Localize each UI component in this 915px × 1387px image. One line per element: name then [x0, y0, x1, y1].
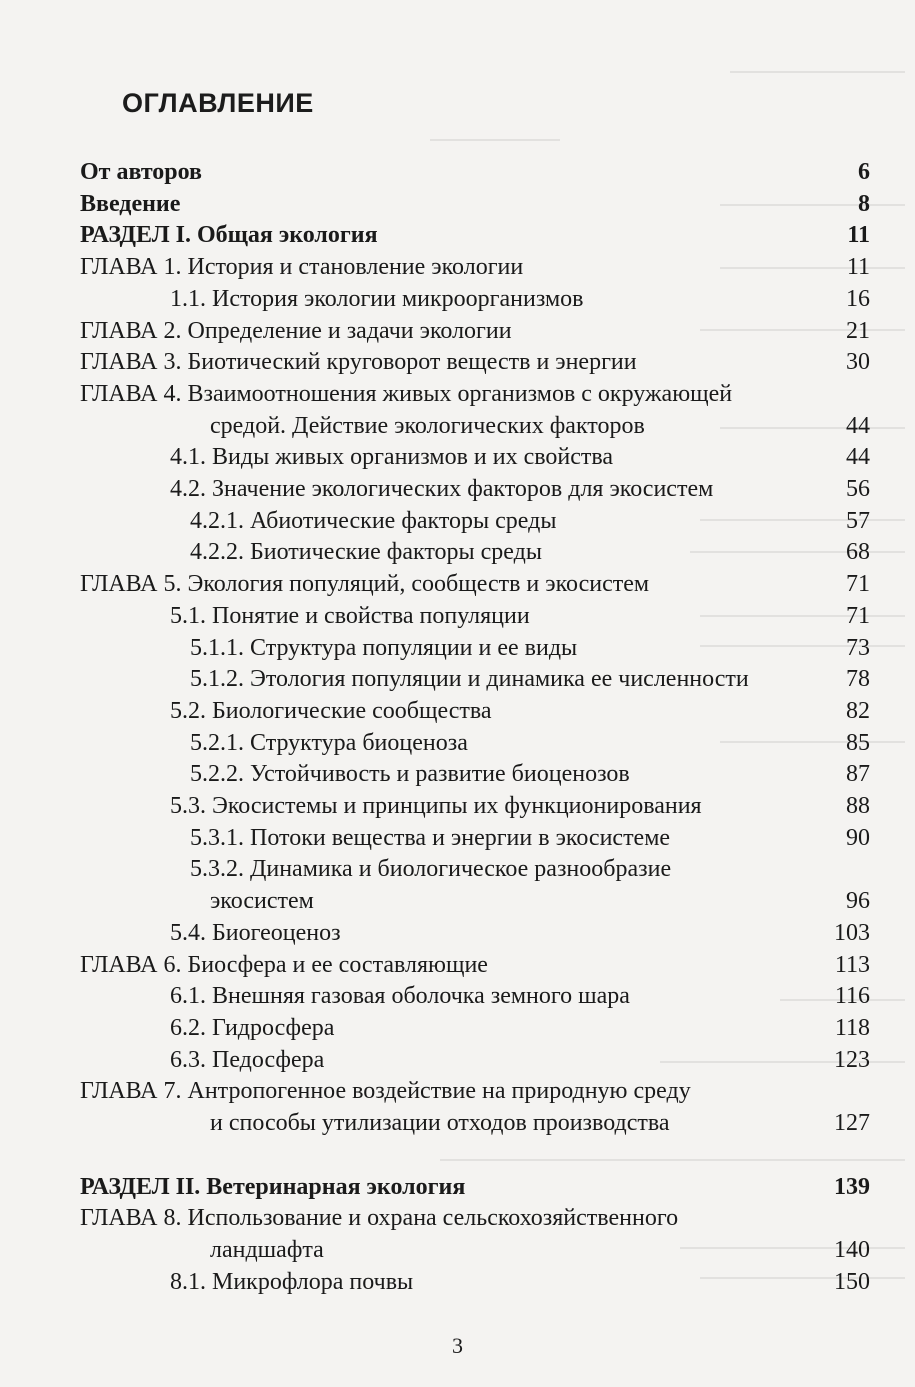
toc-entry	[0, 283, 915, 315]
toc-entry	[0, 156, 915, 188]
toc-entry-title: РАЗДЕЛ II. Ветеринарная экология	[80, 1174, 466, 1200]
toc-entry	[0, 441, 915, 473]
toc-entry-page: 30	[846, 349, 870, 375]
toc-entry	[0, 188, 915, 220]
page-number: 3	[452, 1333, 463, 1358]
toc-entry-page: 90	[846, 825, 870, 851]
toc-entry-title: 5.3.1. Потоки вещества и энергии в экосистеме	[190, 825, 671, 851]
toc-entry	[0, 632, 915, 664]
toc-entry-page: 71	[846, 571, 870, 597]
toc-entry-page: 16	[846, 286, 870, 312]
page-title: ОГЛАВЛЕНИЕ	[122, 88, 314, 118]
toc-entry	[0, 663, 915, 695]
toc-entry-page: 71	[846, 603, 870, 629]
toc-entry	[0, 1075, 915, 1107]
toc-entry-page: 123	[834, 1047, 870, 1073]
toc-entry-title: ГЛАВА 5. Экология популяций, сообществ и экосистем	[80, 571, 650, 597]
toc-entry-page: 85	[846, 730, 870, 756]
toc-entry	[0, 1234, 915, 1266]
toc-entry-title: Введение	[80, 191, 181, 217]
toc-entry-title: и способы утилизации отходов производства	[210, 1110, 670, 1136]
toc-entry-title: 4.2.1. Абиотические факторы среды	[190, 508, 557, 534]
toc-entry	[0, 1044, 915, 1076]
toc-entry-title: 4.2. Значение экологических факторов для экосистем	[170, 476, 714, 502]
toc-entry-title: 5.2. Биологические сообщества	[170, 698, 492, 724]
toc-entry-page: 73	[846, 635, 870, 661]
toc-entry	[0, 1107, 915, 1139]
toc-entry	[0, 536, 915, 568]
toc-entry-title: 4.2.2. Биотические факторы среды	[190, 539, 542, 565]
toc-entry-page: 127	[834, 1110, 870, 1136]
toc-entry	[0, 568, 915, 600]
toc-entry-title: 5.1. Понятие и свойства популяции	[170, 603, 530, 629]
toc-entry-page: 150	[834, 1269, 870, 1295]
toc-entry-title: 5.3. Экосистемы и принципы их функционирования	[170, 793, 702, 819]
toc-entry-page: 96	[846, 888, 870, 914]
toc-entry-title: 5.1.1. Структура популяции и ее виды	[190, 635, 578, 661]
toc-entry-title: ГЛАВА 8. Использование и охрана сельскохозяйственного	[80, 1205, 679, 1231]
toc-entry	[0, 885, 915, 917]
toc-entry-title: 5.2.1. Структура биоценоза	[190, 730, 468, 756]
toc-entry-title: ГЛАВА 4. Взаимоотношения живых организмов с окружающей	[80, 381, 733, 407]
toc-entry-title: 5.3.2. Динамика и биологическое разнообразие	[190, 856, 672, 882]
toc-entry	[0, 1266, 915, 1298]
toc-entry-title: ГЛАВА 2. Определение и задачи экологии	[80, 318, 512, 344]
toc-entry-page: 21	[846, 318, 870, 344]
toc-entry	[0, 1202, 915, 1234]
toc-entry	[0, 917, 915, 949]
toc-entry	[0, 219, 915, 251]
toc-entry-title: ландшафта	[210, 1237, 324, 1263]
toc-entry-page: 6	[858, 159, 870, 185]
toc-entry-title: 5.4. Биогеоценоз	[170, 920, 341, 946]
toc-entry	[0, 949, 915, 981]
toc-entry-page: 139	[834, 1174, 870, 1200]
toc-entry-title: 1.1. История экологии микроорганизмов	[170, 286, 584, 312]
toc-entry-title: ГЛАВА 1. История и становление экологии	[80, 254, 524, 280]
toc-entry	[0, 980, 915, 1012]
toc-entry-page: 11	[846, 254, 870, 280]
toc-entry-title: 6.2. Гидросфера	[170, 1015, 335, 1041]
toc-entry-title: ГЛАВА 6. Биосфера и ее составляющие	[80, 952, 488, 978]
toc-entry	[0, 695, 915, 727]
toc-entry-title: ГЛАВА 7. Антропогенное воздействие на природную среду	[80, 1078, 691, 1104]
toc-entry	[0, 251, 915, 283]
toc-entry-title: От авторов	[80, 159, 203, 185]
toc-entry-page: 116	[834, 983, 870, 1009]
toc-entry-title: 5.2.2. Устойчивость и развитие биоценозов	[190, 761, 630, 787]
toc-entry	[0, 727, 915, 759]
toc-entry-title: 5.1.2. Этология популяции и динамика ее численности	[190, 666, 749, 692]
toc-entry	[0, 822, 915, 854]
toc-entry-page: 118	[834, 1015, 870, 1041]
toc-entry-page: 44	[846, 413, 870, 439]
toc-entry	[0, 1012, 915, 1044]
toc-entry-title: 6.1. Внешняя газовая оболочка земного шара	[170, 983, 630, 1009]
toc-entry-title: РАЗДЕЛ I. Общая экология	[80, 222, 378, 248]
toc-entry-page: 68	[846, 539, 870, 565]
toc-entry-title: 4.1. Виды живых организмов и их свойства	[170, 444, 614, 470]
toc-entry-title: ГЛАВА 3. Биотический круговорот веществ и энергии	[80, 349, 637, 375]
toc-entry-page: 103	[834, 920, 870, 946]
toc-entry	[0, 315, 915, 347]
toc-entry-page: 11	[847, 222, 870, 248]
toc-entry-page: 113	[834, 952, 870, 978]
toc-entry	[0, 1171, 915, 1203]
toc-entry	[0, 790, 915, 822]
toc-entry-page: 82	[846, 698, 870, 724]
toc-entry-page: 44	[846, 444, 870, 470]
toc-entry	[0, 853, 915, 885]
toc-entry	[0, 505, 915, 537]
toc-entry-title: средой. Действие экологических факторов	[210, 413, 645, 439]
toc-entry-page: 87	[846, 761, 870, 787]
toc-entry	[0, 600, 915, 632]
toc-entry-page: 78	[846, 666, 870, 692]
toc-entry-title: 6.3. Педосфера	[170, 1047, 325, 1073]
toc-entry-page: 140	[834, 1237, 870, 1263]
toc-entry-title: 8.1. Микрофлора почвы	[170, 1269, 414, 1295]
toc-entry-title: экосистем	[210, 888, 314, 914]
toc-entry-page: 8	[858, 191, 870, 217]
toc-entry	[0, 758, 915, 790]
toc-entry	[0, 473, 915, 505]
toc-entry-page: 57	[846, 508, 870, 534]
toc-entry	[0, 346, 915, 378]
toc-entry-page: 56	[846, 476, 870, 502]
toc-entry	[0, 410, 915, 442]
toc-entry-page: 88	[846, 793, 870, 819]
toc-entry	[0, 378, 915, 410]
